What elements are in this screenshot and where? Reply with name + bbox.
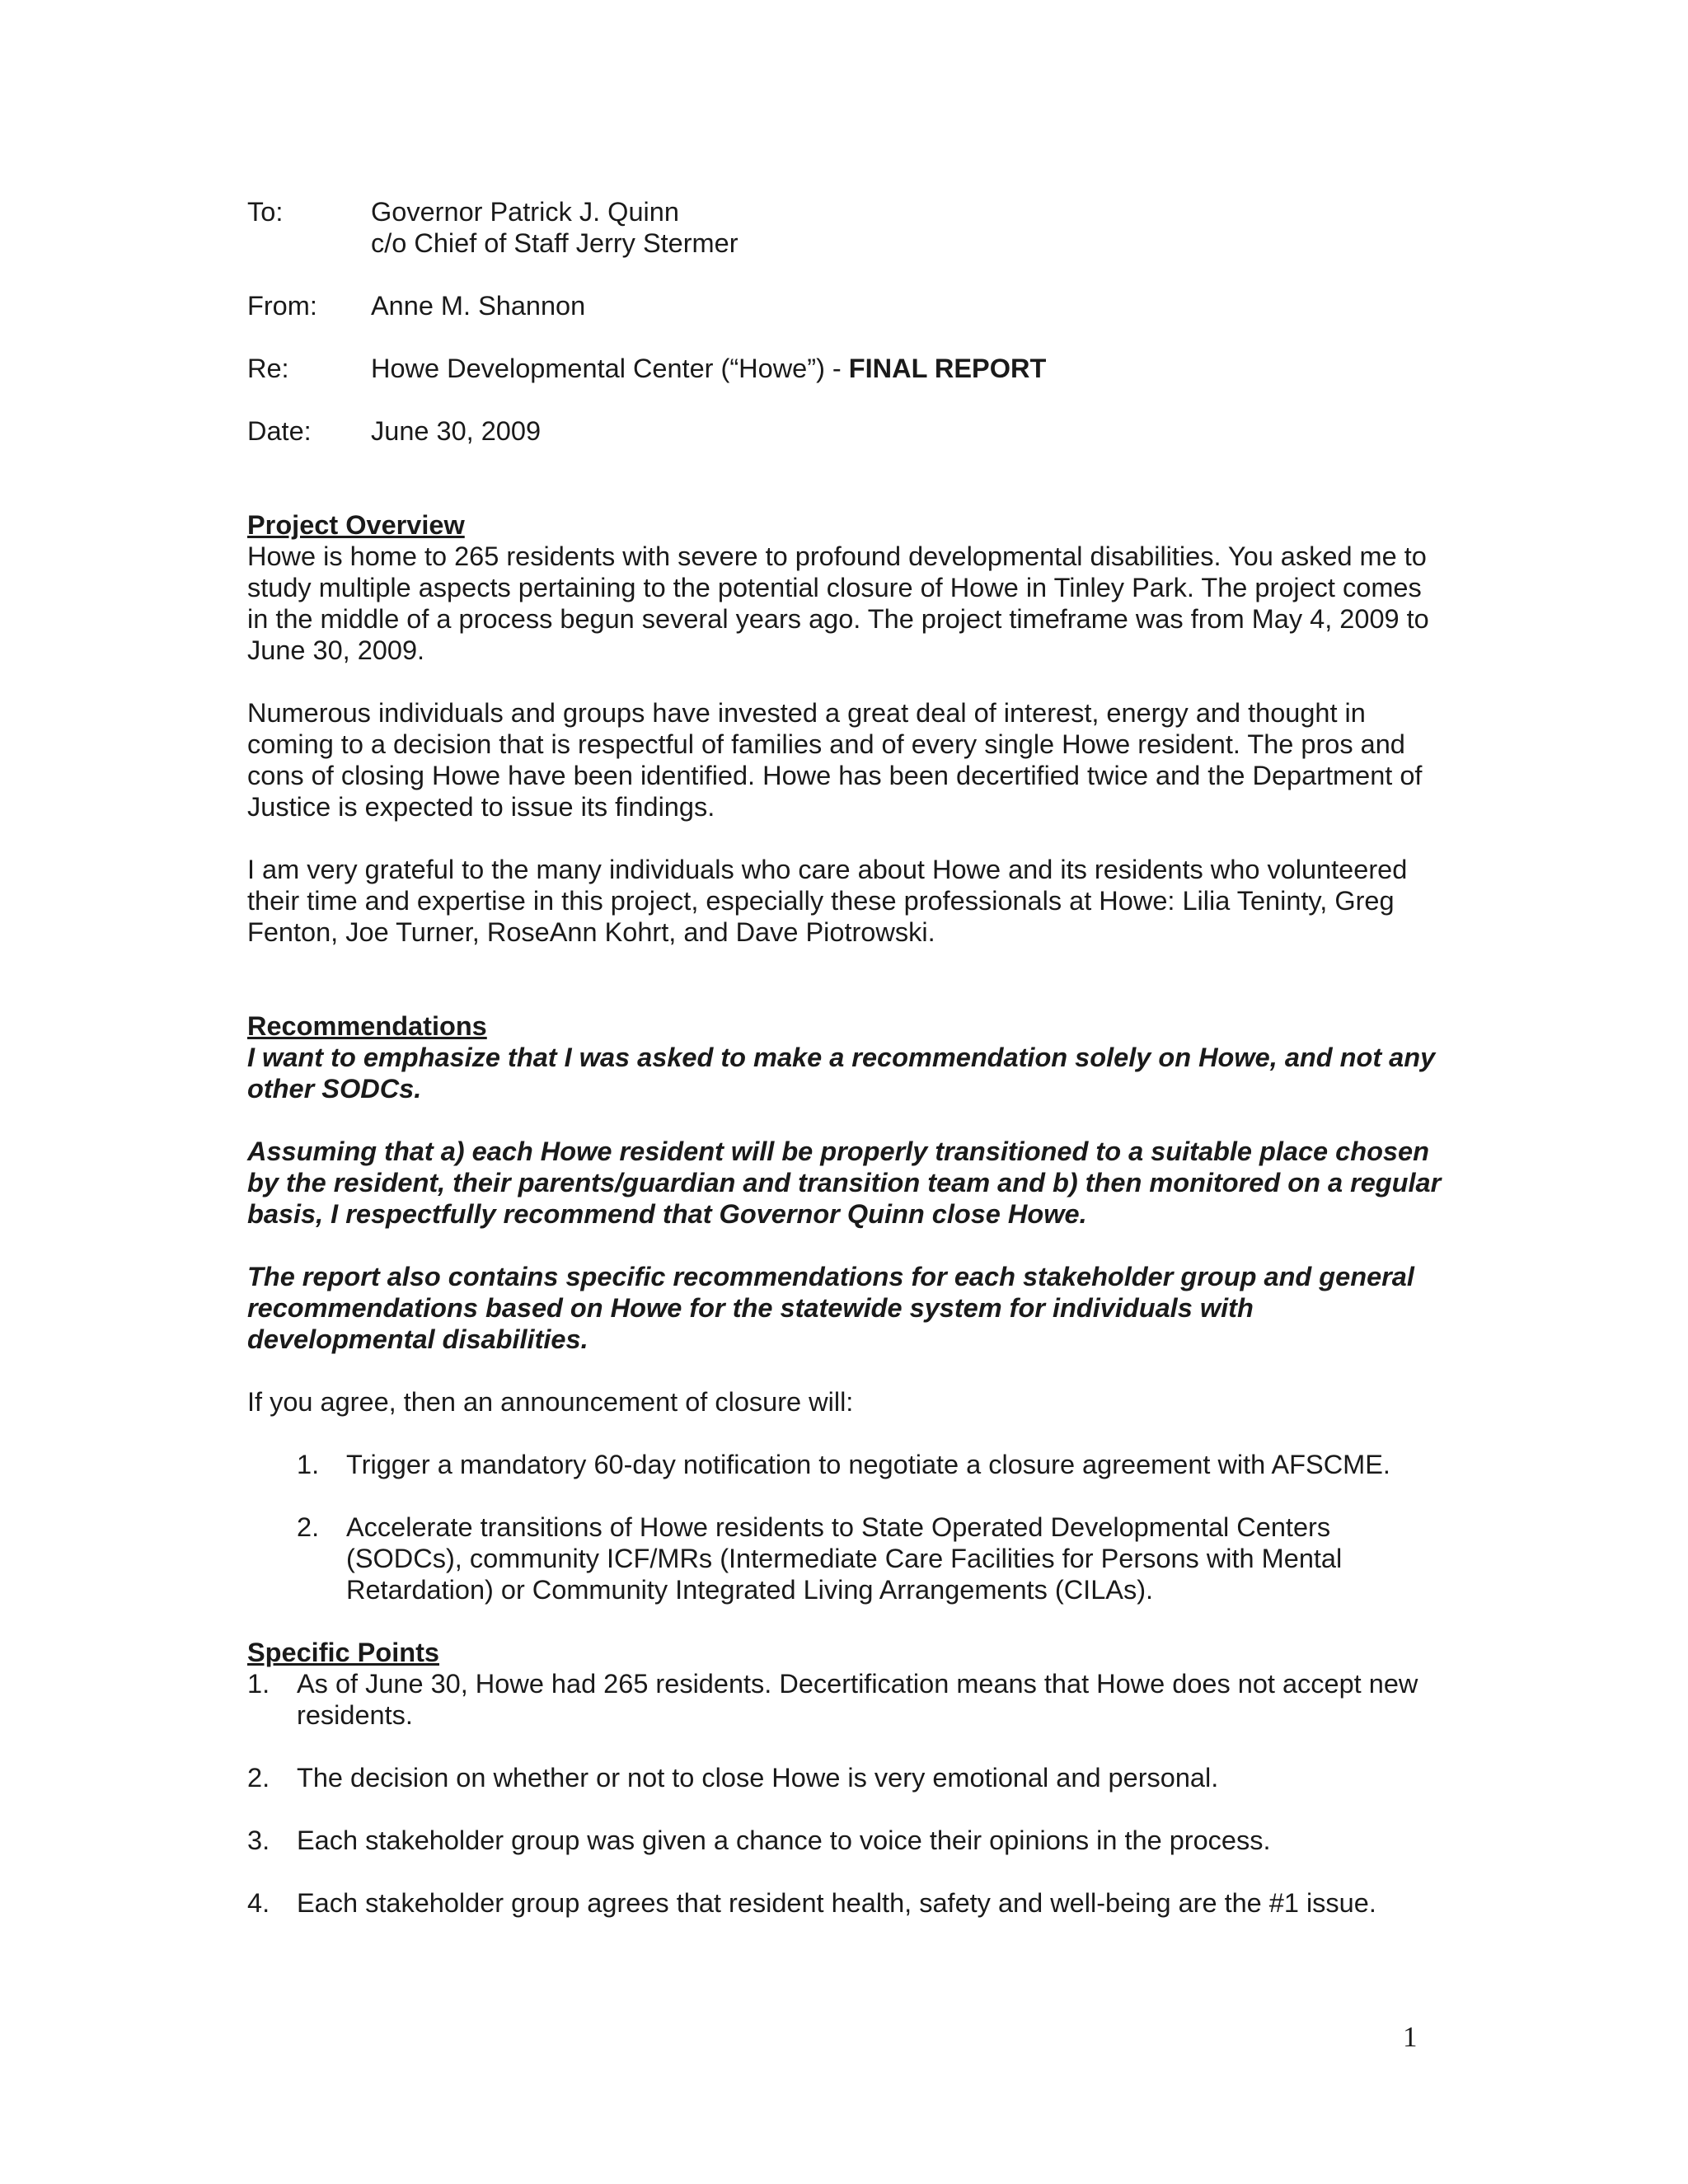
memo-to-row — [247, 196, 1442, 259]
list-item-text: The decision on whether or not to close Howe is very emotional and personal. — [297, 1763, 1219, 1793]
overview-paragraph-3: I am very grateful to the many individuals who care about Howe and its residents who volunteered their time and expertise in this project, especially these professionals at Howe: Lilia Teninty, Greg Fenton, Joe Turner, RoseAnn Kohrt, and Dave Piotrowski. — [247, 855, 1408, 947]
memo-date-row — [247, 415, 1442, 447]
recommendation-intro: If you agree, then an announcement of closure will: — [247, 1387, 854, 1417]
recommendation-emphasis-1: I want to emphasize that I was asked to make a recommendation solely on Howe, and not any other SODCs. — [247, 1043, 1436, 1104]
list-item-number: 2. — [297, 1512, 320, 1542]
memo-to-value — [371, 196, 1442, 259]
list-item-number: 3. — [247, 1825, 270, 1855]
list-item-number: 4. — [247, 1888, 270, 1918]
list-item-text: As of June 30, Howe had 265 residents. Decertification means that Howe does not accept new residents. — [297, 1669, 1418, 1730]
list-item-number: 1. — [297, 1450, 320, 1479]
list-item — [297, 1449, 1442, 1480]
closure-list — [247, 1449, 1442, 1605]
list-item — [247, 1668, 1442, 1731]
memo-from-label: From: — [247, 291, 317, 321]
memo-re-bold: FINAL REPORT — [848, 354, 1047, 383]
list-item — [247, 1762, 1442, 1793]
specific-points-list — [247, 1668, 1442, 1919]
memo-re-text: Howe Developmental Center (“Howe”) - — [371, 354, 849, 383]
overview-paragraph-2: Numerous individuals and groups have invested a great deal of interest, energy and thought in coming to a decision that is respectful of families and of every single Howe resident. The pros and cons of closing Howe have been identified. Howe has been decertified twice and the Department of Justice is expected to issue its findings. — [247, 698, 1423, 822]
memo-re-label: Re: — [247, 354, 289, 383]
list-item-number: 2. — [247, 1763, 270, 1793]
memo-date-value: June 30, 2009 — [371, 416, 542, 446]
memo-date-label: Date: — [247, 416, 312, 446]
list-item-text: Trigger a mandatory 60-day notification to negotiate a closure agreement with AFSCME. — [346, 1450, 1390, 1479]
list-item — [247, 1887, 1442, 1919]
memo-re-value — [371, 353, 1442, 384]
overview-paragraph-1: Howe is home to 265 residents with severe to profound developmental disabilities. You asked me to study multiple aspects pertaining to the potential closure of Howe in Tinley Park. The project comes in the middle of a process begun several years ago. The project timeframe was from May 4, 2009 to June 30, 2009. — [247, 541, 1429, 665]
memo-from-row — [247, 290, 1442, 321]
page-number: 1 — [1403, 2021, 1418, 2053]
list-item — [297, 1511, 1442, 1605]
section-title-specific-points: Specific Points — [247, 1638, 439, 1667]
section-title-recommendations: Recommendations — [247, 1011, 487, 1041]
memo-re-row — [247, 353, 1442, 384]
memo-to-line1: Governor Patrick J. Quinn — [371, 197, 679, 227]
memo-to-line2: c/o Chief of Staff Jerry Stermer — [371, 228, 738, 258]
list-item-number: 1. — [247, 1669, 270, 1699]
list-item — [247, 1825, 1442, 1856]
list-item-text: Each stakeholder group agrees that resident health, safety and well-being are the #1 issue. — [297, 1888, 1376, 1918]
memo-content — [247, 196, 1442, 1950]
recommendation-emphasis-2: Assuming that a) each Howe resident will be properly transitioned to a suitable place chosen by the resident, their parents/guardian and transition team and b) then monitored on a regular basis, I respectfully recommend that Governor Quinn close Howe. — [247, 1137, 1442, 1229]
memo-from-value: Anne M. Shannon — [371, 291, 586, 321]
recommendation-emphasis-3: The report also contains specific recommendations for each stakeholder group and general recommendations based on Howe for the statewide system for individuals with developmental disabilities. — [247, 1262, 1414, 1354]
section-title-project-overview: Project Overview — [247, 510, 465, 540]
memo-to-label: To: — [247, 197, 284, 227]
list-item-text: Each stakeholder group was given a chance to voice their opinions in the process. — [297, 1825, 1271, 1855]
list-item-text: Accelerate transitions of Howe residents to State Operated Developmental Centers (SODCs), community ICF/MRs (Intermediate Care Facilities for Persons with Mental Retardation) or Community Integrated Living Arrangements (CILAs). — [346, 1512, 1343, 1605]
